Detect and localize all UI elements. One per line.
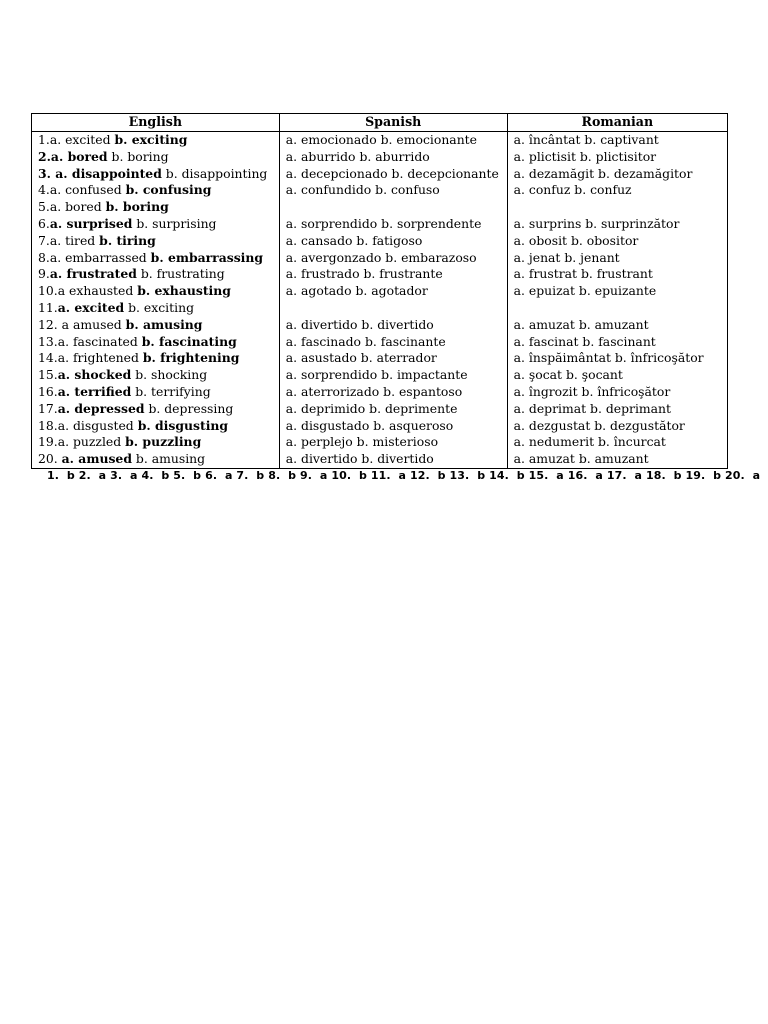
vocabulary-table	[31, 113, 728, 469]
answer-highlight: b. embarrassing	[150, 249, 264, 265]
item-text: 13.a. fascinated	[38, 333, 142, 349]
item-text: b. boring	[107, 148, 169, 164]
spanish-item: a. deprimido b. deprimente	[285, 400, 458, 416]
romanian-item: a. încântat b. captivant	[513, 132, 659, 147]
romanian-item	[514, 199, 723, 216]
answer-highlight: b. tiring	[99, 232, 156, 248]
spanish-item: a. aterrorizado b. espantoso	[285, 383, 463, 399]
item-text: b. disappointing	[161, 165, 268, 181]
spanish-item: a. sorprendido b. impactante	[285, 367, 468, 383]
item-text: 11.	[38, 299, 58, 315]
romanian-item: a. jenat b. jenant	[513, 249, 620, 265]
spanish-item: a. decepcionado b. decepcionante	[285, 165, 499, 181]
english-column	[32, 132, 280, 469]
item-text: b. surprising	[132, 215, 217, 231]
spanish-item: a. fascinado b. fascinante	[285, 333, 446, 349]
answer-highlight: b. frightening	[142, 350, 240, 366]
answer-highlight: b. amusing	[125, 316, 203, 332]
spanish-item: a. divertido b. divertido	[285, 451, 434, 467]
item-text: 19.a. puzzled	[38, 434, 126, 450]
item-text: 14.a. frightened	[38, 350, 143, 366]
item-text: 1.a. excited	[38, 132, 115, 147]
table-body-row	[32, 132, 728, 469]
answer-highlight: a. amused	[61, 451, 132, 467]
romanian-item: a. frustrat b. frustrant	[513, 266, 653, 282]
item-text: b. depressing	[144, 400, 234, 416]
english-item	[38, 166, 275, 183]
spanish-item: a. frustrado b. frustrante	[285, 266, 443, 282]
spanish-column	[279, 132, 507, 469]
romanian-item: a. îngrozit b. înfricoşător	[513, 383, 671, 399]
english-item	[38, 233, 275, 250]
answer-highlight: a. surprised	[49, 215, 133, 231]
romanian-item: a. obosit b. obositor	[513, 232, 639, 248]
spanish-item: a. agotado b. agotador	[285, 283, 428, 299]
spanish-item: a. sorprendido b. sorprendente	[285, 215, 482, 231]
item-text: 20.	[38, 451, 62, 467]
item-text: 18.a. disgusted	[38, 417, 138, 433]
spanish-item: a. confundido b. confuso	[285, 182, 440, 198]
item-text: 6.	[38, 215, 50, 231]
romanian-item: a. amuzat b. amuzant	[513, 451, 649, 467]
spanish-item: a. perplejo b. misterioso	[285, 434, 439, 450]
english-item	[38, 384, 275, 401]
spanish-item: a. emocionado b. emocionante	[285, 132, 477, 147]
header-spanish: Spanish	[279, 114, 507, 132]
english-item	[38, 350, 275, 367]
english-item	[38, 418, 275, 435]
english-item	[38, 250, 275, 267]
romanian-item: a. înspăimântat b. înfricoşător	[513, 350, 704, 366]
spanish-item: a. aburrido b. aburrido	[285, 148, 430, 164]
english-item	[38, 367, 275, 384]
romanian-item: a. nedumerit b. încurcat	[513, 434, 666, 450]
spanish-item: a. cansado b. fatigoso	[285, 232, 423, 248]
item-text: 16.	[38, 383, 58, 399]
table-header-row	[32, 114, 728, 132]
item-text: 12. a amused	[38, 316, 126, 332]
english-item	[38, 266, 275, 283]
romanian-item: a. plictisit b. plictisitor	[513, 148, 657, 164]
romanian-item: a. fascinat b. fascinant	[513, 333, 656, 349]
english-item	[38, 283, 275, 300]
header-english: English	[32, 114, 280, 132]
answer-highlight: 3. a. disappointed	[38, 165, 162, 181]
romanian-item: a. deprimat b. deprimant	[513, 400, 672, 416]
romanian-item: a. şocat b. şocant	[513, 367, 623, 383]
item-text: 15.	[38, 367, 58, 383]
english-item	[38, 199, 275, 216]
spanish-item: a. asustado b. aterrador	[285, 350, 437, 366]
item-text: 10.a exhausted	[38, 283, 138, 299]
spanish-item	[286, 300, 503, 317]
item-text: 8.a. embarrassed	[38, 249, 151, 265]
answer-highlight: b. exhausting	[137, 283, 231, 299]
english-item	[38, 149, 275, 166]
english-item	[38, 434, 275, 451]
item-text: b. terrifying	[131, 383, 211, 399]
item-text: b. frustrating	[136, 266, 225, 282]
answer-highlight: a. shocked	[57, 367, 132, 383]
english-item	[38, 216, 275, 233]
answer-highlight: a. frustrated	[49, 266, 137, 282]
english-item	[38, 334, 275, 351]
answer-highlight: a. terrified	[57, 383, 132, 399]
item-text: 7.a. tired	[38, 232, 100, 248]
english-item	[38, 451, 275, 468]
english-item	[38, 182, 275, 199]
answer-highlight: b. puzzling	[125, 434, 202, 450]
romanian-column	[507, 132, 727, 469]
romanian-item: a. dezamăgit b. dezamăgitor	[513, 165, 693, 181]
item-text: b. shocking	[131, 367, 208, 383]
romanian-item: a. amuzat b. amuzant	[513, 316, 649, 332]
spanish-item: a. divertido b. divertido	[285, 316, 434, 332]
romanian-item: a. confuz b. confuz	[513, 182, 632, 198]
romanian-item	[514, 300, 723, 317]
answer-highlight: b. confusing	[125, 182, 212, 198]
romanian-item: a. epuizat b. epuizante	[513, 283, 657, 299]
english-item	[38, 132, 275, 149]
answer-highlight: b. fascinating	[141, 333, 237, 349]
item-text: b. exciting	[124, 299, 194, 315]
spanish-item: a. disgustado b. asqueroso	[285, 417, 454, 433]
spanish-item	[286, 199, 503, 216]
answer-key: 1. b 2. a 3. a 4. b 5. b 6. a 7. b 8. b 9. a 10. b 11. a 12. b 13. b 14. b 15. a 16. a 17. a 18. b 19. b 20. a	[47, 469, 761, 482]
item-text: 9.	[38, 266, 50, 282]
item-text: 17.	[38, 400, 58, 416]
answer-highlight: a. excited	[57, 299, 125, 315]
romanian-item: a. dezgustat b. dezgustător	[513, 417, 685, 433]
english-item	[38, 300, 275, 317]
romanian-item: a. surprins b. surprinzător	[513, 215, 680, 231]
item-text: 4.a. confused	[38, 182, 126, 198]
answer-highlight: b. boring	[105, 199, 169, 215]
english-item	[38, 401, 275, 418]
answer-highlight: b. exciting	[114, 132, 188, 147]
spanish-item: a. avergonzado b. embarazoso	[285, 249, 477, 265]
item-text: b. amusing	[131, 451, 206, 467]
answer-highlight: 2.a. bored	[38, 148, 108, 164]
header-romanian: Romanian	[507, 114, 727, 132]
english-item	[38, 317, 275, 334]
answer-highlight: b. disgusting	[137, 417, 229, 433]
item-text: 5.a. bored	[38, 199, 106, 215]
answer-highlight: a. depressed	[57, 400, 145, 416]
